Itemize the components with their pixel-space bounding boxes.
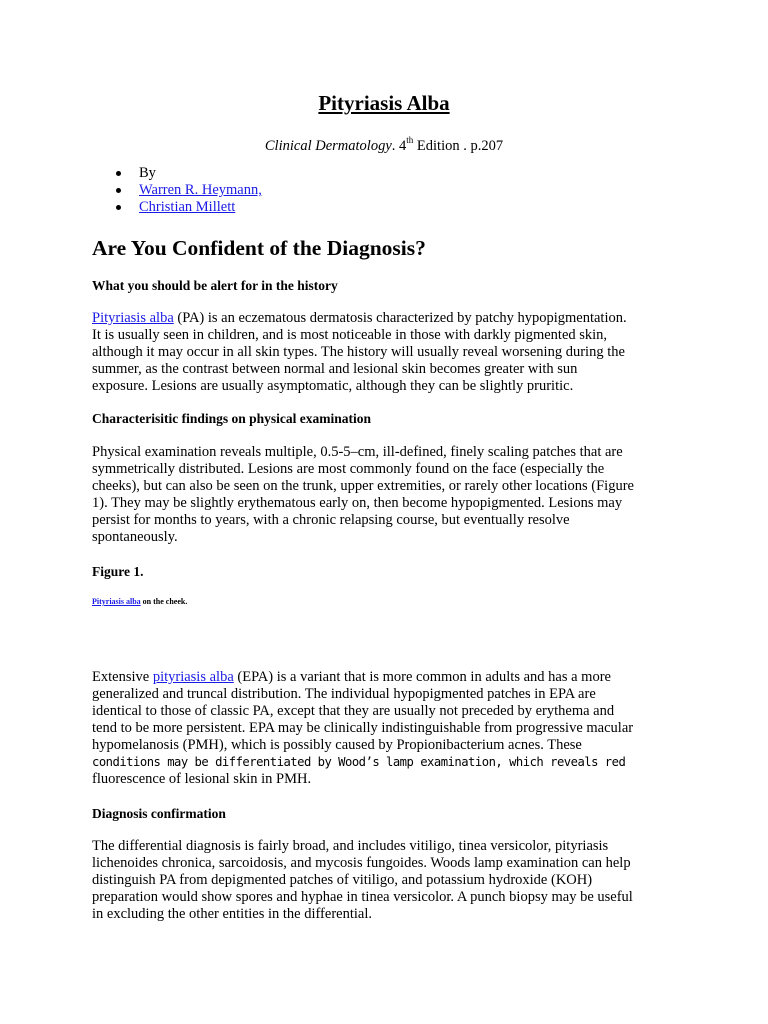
paragraph-line: identical to those of classic PA, except that they are usually not preceded by erythema and — [92, 703, 615, 719]
bullet-icon — [116, 188, 121, 193]
author-list-item — [116, 182, 262, 199]
line-text: Extensive — [92, 669, 153, 685]
confirmation-paragraph — [92, 838, 682, 923]
history-paragraph — [92, 310, 682, 395]
paragraph-line: The differential diagnosis is fairly broad, and includes vitiligo, tinea versicolor, pityriasis — [92, 838, 609, 854]
pityriasis-alba-link[interactable]: pityriasis alba — [152, 669, 234, 685]
bullet-icon — [116, 171, 121, 176]
paragraph-line: symmetrically distributed. Lesions are most commonly found on the face (especially the — [92, 461, 605, 477]
paragraph-line: fluorescence of lesional skin in PMH. — [92, 771, 312, 787]
paragraph-line: although it may occur in all skin types. The history will usually reveal worsening during the — [92, 344, 625, 360]
source-edition-num: . 4 — [391, 137, 407, 154]
pityriasis-alba-link[interactable]: Pityriasis alba — [92, 310, 174, 326]
line-text: (EPA) is a variant that is more common in adults and has a more — [233, 669, 611, 685]
paragraph-line: exposure. Lesions are usually asymptomatic, although they can be slightly pruritic. — [92, 378, 574, 394]
confirmation-heading: Diagnosis confirmation — [92, 806, 226, 821]
paragraph-line: hypomelanosis (PMH), which is possibly caused by Propionibacterium acnes. These — [92, 737, 582, 753]
paragraph-line: lichenoides chronica, sarcoidosis, and mycosis fungoides. Woods lamp examination can help — [92, 855, 631, 871]
paragraph-line: summer, as the contrast between normal and lesional skin becomes greater with sun — [92, 361, 578, 377]
by-label: By — [139, 165, 156, 181]
paragraph-line: Physical examination reveals multiple, 0.5-5–cm, ill-defined, finely scaling patches that are — [92, 444, 623, 460]
paragraph-line — [92, 310, 682, 327]
author-list-item — [116, 165, 262, 182]
section-heading: Are You Confident of the Diagnosis? — [92, 236, 426, 260]
paragraph-line: It is usually seen in children, and is most noticeable in those with darkly pigmented skin, — [92, 327, 608, 343]
line-text: (PA) is an eczematous dermatosis characterized by patchy hypopigmentation. — [173, 310, 627, 326]
physical-paragraph — [92, 444, 682, 546]
source-book: Clinical Dermatology — [264, 137, 392, 154]
paragraph-line: generalized and truncal distribution. The individual hypopigmented patches in EPA are — [92, 686, 596, 702]
history-heading: What you should be alert for in the history — [92, 278, 338, 293]
paragraph-line: preparation would show spores and hyphae in tinea versicolor. A punch biopsy may be useful — [92, 889, 633, 905]
source-edition-rest: Edition . p.207 — [413, 137, 504, 154]
paragraph-line: cheeks), but can also be seen on the trunk, upper extremities, or rarely other locations (Figure — [92, 478, 634, 494]
source-edition-sup: th — [406, 135, 414, 145]
paragraph-line: distinguish PA from depigmented patches of vitiligo, and potassium hydroxide (KOH) — [92, 872, 593, 888]
author-list — [116, 165, 262, 216]
figure-label: Figure 1. — [92, 564, 144, 579]
paragraph-line: tend to be more persistent. EPA may be clinically indistinguishable from progressive macular — [92, 720, 634, 736]
source-citation — [0, 131, 768, 156]
figure-caption — [92, 597, 187, 607]
page-title: Pityriasis Alba — [318, 91, 450, 115]
paragraph-line: in excluding the other entities in the differential. — [92, 906, 372, 922]
paragraph-line: persist for months to years, with a chronic relapsing course, but eventually resolve — [92, 512, 570, 528]
paragraph-line: spontaneously. — [92, 529, 178, 545]
author-list-item — [116, 199, 262, 216]
figure-caption-text: on the cheek. — [140, 597, 188, 606]
paragraph-line — [92, 669, 682, 686]
author-link-heymann[interactable]: Warren R. Heymann, — [139, 182, 262, 198]
extensive-paragraph — [92, 669, 682, 788]
author-link-millett[interactable]: Christian Millett — [139, 199, 236, 215]
figure-caption-link[interactable]: Pityriasis alba — [92, 597, 141, 606]
physical-heading: Characterisitic findings on physical examination — [92, 411, 372, 426]
bullet-icon — [116, 205, 121, 210]
paragraph-line: conditions may be differentiated by Wood’s lamp examination, which reveals red — [92, 755, 626, 769]
paragraph-line: 1). They may be slightly erythematous early on, then become hypopigmented. Lesions may — [92, 495, 623, 511]
